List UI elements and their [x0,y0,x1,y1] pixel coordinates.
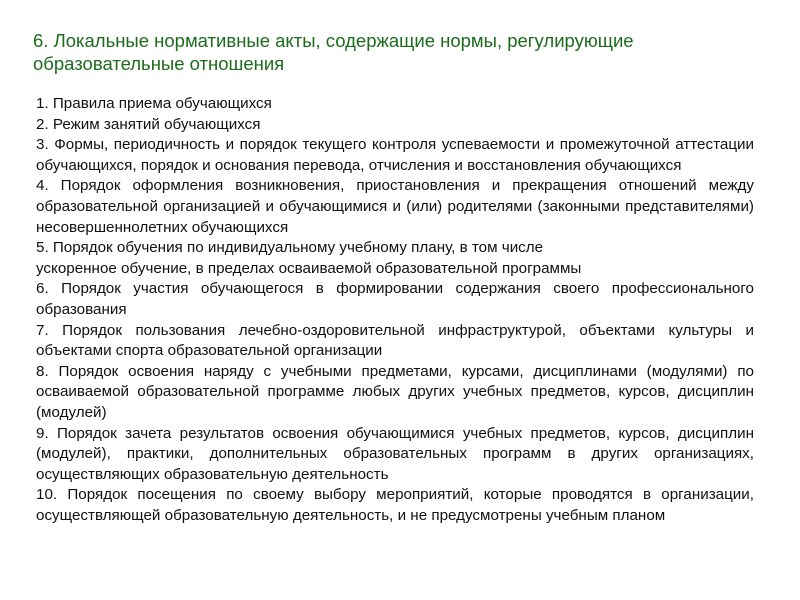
list-item: 9. Порядок зачета результатов освоения обучающимися учебных предметов, курсов, дисциплин (модулей), практики, дополнительных образовательных программ в других организациях, осуществляющих образовательную деятельность [36,424,754,483]
slide-title: 6. Локальные нормативные акты, содержащие нормы, регулирующие образовательные отношения [33,30,634,74]
list-item: 8. Порядок освоения наряду с учебными предметами, курсами, дисциплинами (модулями) по осваиваемой образовательной программе любых других учебных предметов, курсов, дисциплин (модулей) [36,362,754,421]
list-item: 1. Правила приема обучающихся [36,95,272,112]
list-item: 10. Порядок посещения по своему выбору мероприятий, которые проводятся в организации, осуществляющей образовательную деятельность, и не предусмотрены учебным планом [36,486,754,524]
list-item: 4. Порядок оформления возникновения, приостановления и прекращения отношений между образовательной организацией и обучающимися и (или) родителями (законными представителями) несовершеннолетних обучающихся [36,177,754,236]
list-item: 3. Формы, периодичность и порядок текущего контроля успеваемости и промежуточной аттестации обучающихся, порядок и основания перевода, отчисления и восстановления обучающихся [36,136,754,174]
list-item: ускоренное обучение, в пределах осваиваемой образовательной программы [36,259,582,277]
list-item: 7. Порядок пользования лечебно-оздоровительной инфраструктурой, объектами культуры и объектами спорта образовательной организации [36,321,754,360]
list-item: 6. Порядок участия обучающегося в формировании содержания своего профессионального образования [36,280,754,318]
slide-body [36,94,754,526]
list-item: 2. Режим занятий обучающихся [36,115,261,133]
list-item: 5. Порядок обучения по индивидуальному учебному плану, в том числе [36,239,544,257]
